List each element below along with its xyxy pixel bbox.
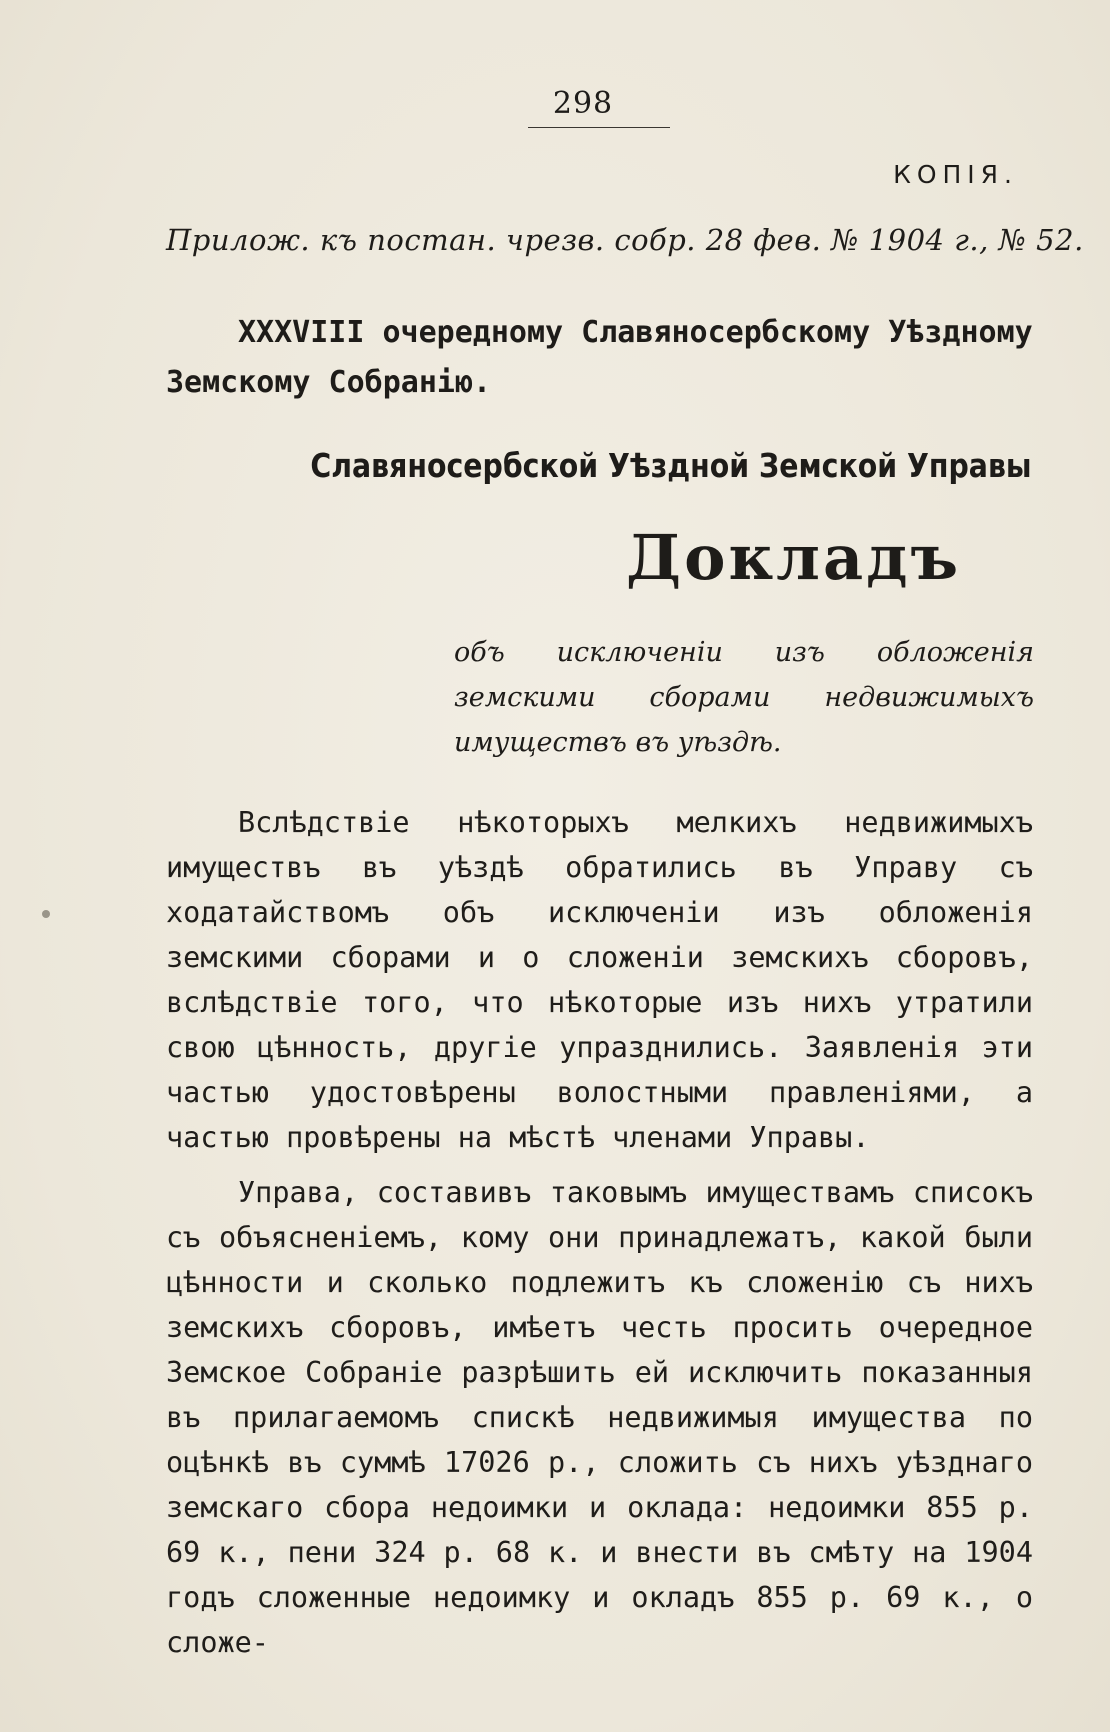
document-subject: объ исключеніи изъ обложенія земскими сборами недвижимыхъ имуществъ въ уѣздѣ. [454, 637, 1034, 758]
document-title: Докладъ [626, 521, 962, 594]
addressee-heading: XXXVIII очередному Славяносербскому Уѣздному Земскому Собранію. [166, 315, 1033, 400]
copy-mark: КОПІЯ. [893, 160, 1018, 189]
page-number-rule [528, 127, 670, 128]
body-text [166, 800, 1033, 1675]
body-paragraph: Вслѣдствіе нѣкоторыхъ мелкихъ недвижимыхъ имуществъ въ уѣздѣ обратились въ Управу съ ходатайствомъ объ исключеніи изъ обложенія земскими сборами и о сложеніи земскихъ сборовъ, вслѣдствіе того, что нѣкоторые изъ нихъ утратили свою цѣнность, другіе упразднились. Заявленія эти частью удостовѣрены волостными правленіями, а частью провѣрены на мѣстѣ членами Управы. [166, 806, 1033, 1154]
paper-stain [42, 910, 50, 918]
council-heading: Славяносербской Уѣздной Земской Управы [310, 446, 1032, 485]
body-paragraph: Управа, составивъ таковымъ имуществамъ списокъ съ объясненіемъ, кому они принадлежатъ, какой были цѣнности и сколько подлежитъ къ сложенію съ нихъ земскихъ сборовъ, имѣетъ честь просить очередное Земское Собраніе разрѣшить ей исключить показанныя въ прилагаемомъ спискѣ недвижимыя имущества по оцѣнкѣ въ суммѣ 17026 р., сложить съ нихъ уѣзднаго земскаго сбора недоимки и оклада: недоимки 855 р. 69 к., пени 324 р. 68 к. и внести въ смѣту на 1904 годъ сложенные недоимку и окладъ 855 р. 69 к., о сложе- [166, 1176, 1033, 1659]
attachment-note: Прилож. къ постан. чрезв. собр. 28 фев. № 1904 г., № 52. [166, 223, 1084, 257]
page-number: 298 [552, 86, 614, 121]
